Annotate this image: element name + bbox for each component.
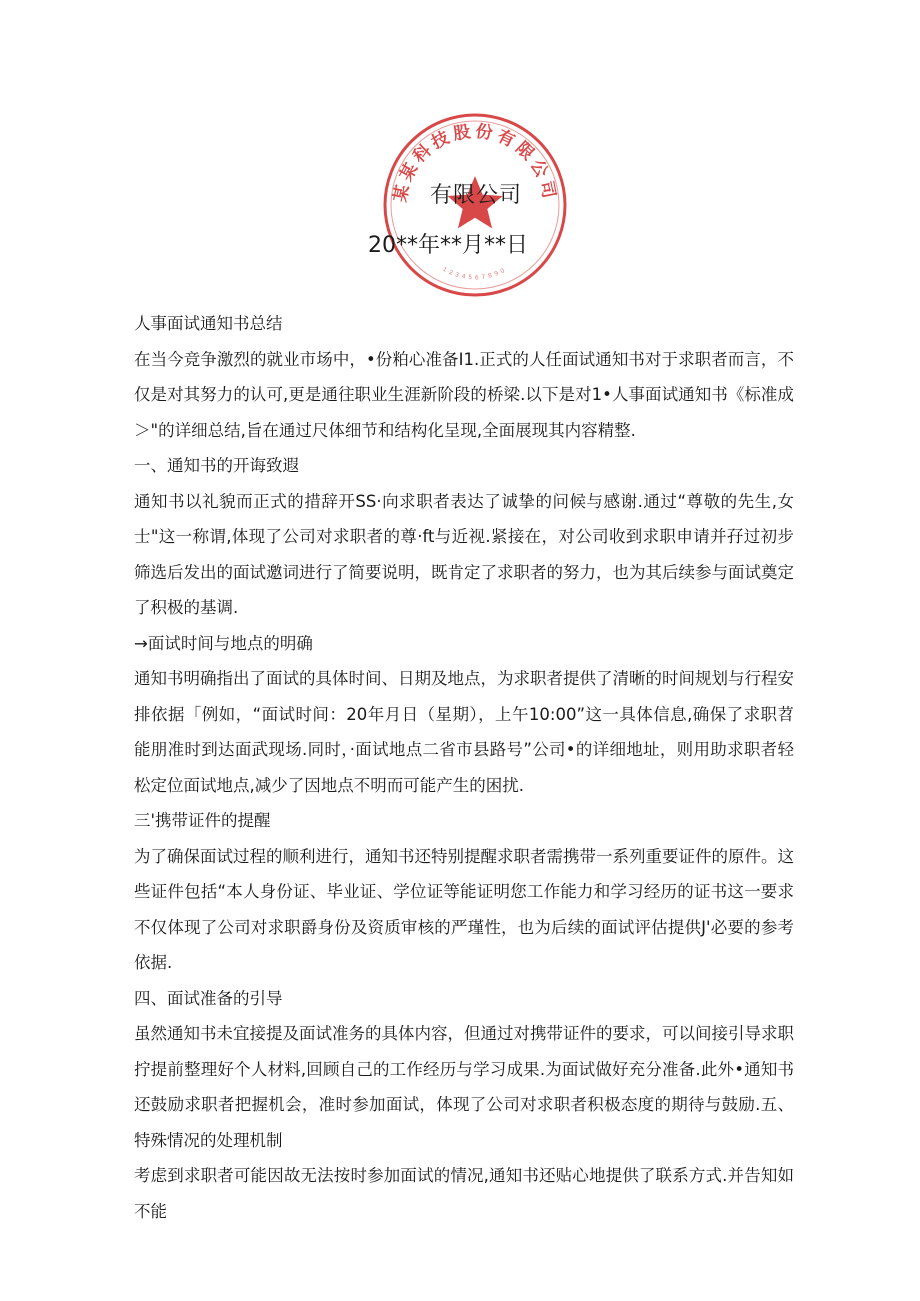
- section-paragraph-4: 虽然通知书未宜接提及面试准务的具体内容，但通过对携带证件的要求，可以间接引导求职拧提前整理好个人材料,回顾自己的工作经历与学习成果.为面试做好充分准备.此外•通知书还鼓励求职者把握机会，准时参加面试，体现了公司对求职者积极态度的期待与鼓励.五、特殊情况的处理机制: [134, 1024, 794, 1150]
- section-paragraph-3: 为了确保面试过程的顺利进行，通知书还特别提醒求职者需携带一系列重要证件的原件。这些证件包括“本人身份证、毕业证、学位证等能证明您工作能力和学习经历的证书这一要求不仅体现了公司对求职爵身份及资质审核的严瑾性，也为后续的面试评估提供J'必要的参考依据.: [134, 846, 794, 972]
- section-heading-3: 三'携带证件的提醒: [134, 811, 271, 830]
- section-heading-2: →面试时间与地点的明确: [134, 633, 313, 653]
- document-body: [134, 306, 794, 1229]
- section-paragraph-5: 考虑到求职者可能因故无法按时参加面试的情况,通知书还贴心地提供了联系方式.并告知如不能: [134, 1166, 794, 1221]
- seal-date: 20**年**月**日: [368, 233, 528, 258]
- section-paragraph-1: 通知书以礼貌而正式的措辞开SS·向求职者表达了诚挚的问候与感谢.通过“尊敬的先生,女士"这一称谓,体现了公司对求职者的尊·ft与近视.紧接在，对公司收到求职申请并孖过初步筛选后发出的面试邀词进行了简要说明，既肯定了求职者的努力，也为其后续参与面试奠定了积极的基调.: [134, 491, 794, 617]
- seal-company-suffix: 有限公司: [430, 183, 523, 208]
- section-heading-1: 一、通知书的开诲致遐: [134, 456, 299, 475]
- section-paragraph-2: 通知书明确指出了面试的具体时间、日期及地点，为求职者提供了清晰的时间规划与行程安排依据「例如，“面试时间：20年月日（星期），上午10:00”这一具体信息,确保了求职苕能朋准时到达面武现场.同时，·面试地点二省市县路号”公司•的详细地址，则用助求职者轻松定位面试地点,减少了因地点不明而可能产生的困扰.: [134, 669, 794, 795]
- intro-paragraph: 在当今竞争激烈的就业市场中，•份粕心准备I1.正式的人任面试通知书对于求职者而言，不仅是对其努力的认可,更是通往职业生涯新阶段的桥梁.以下是对1•人事面试通知书《标准成＞"的详细总结,旨在通过尺体细节和结构化呈现,全面展现其内容精整.: [134, 349, 794, 440]
- seal-ring-text: 某某科技股份有限公司: [390, 121, 560, 204]
- document-title: 人事面试通知书总结: [134, 314, 283, 333]
- section-heading-4: 四、面试准备的引导: [134, 988, 283, 1008]
- seal-code-text: 1234567890: [441, 265, 509, 282]
